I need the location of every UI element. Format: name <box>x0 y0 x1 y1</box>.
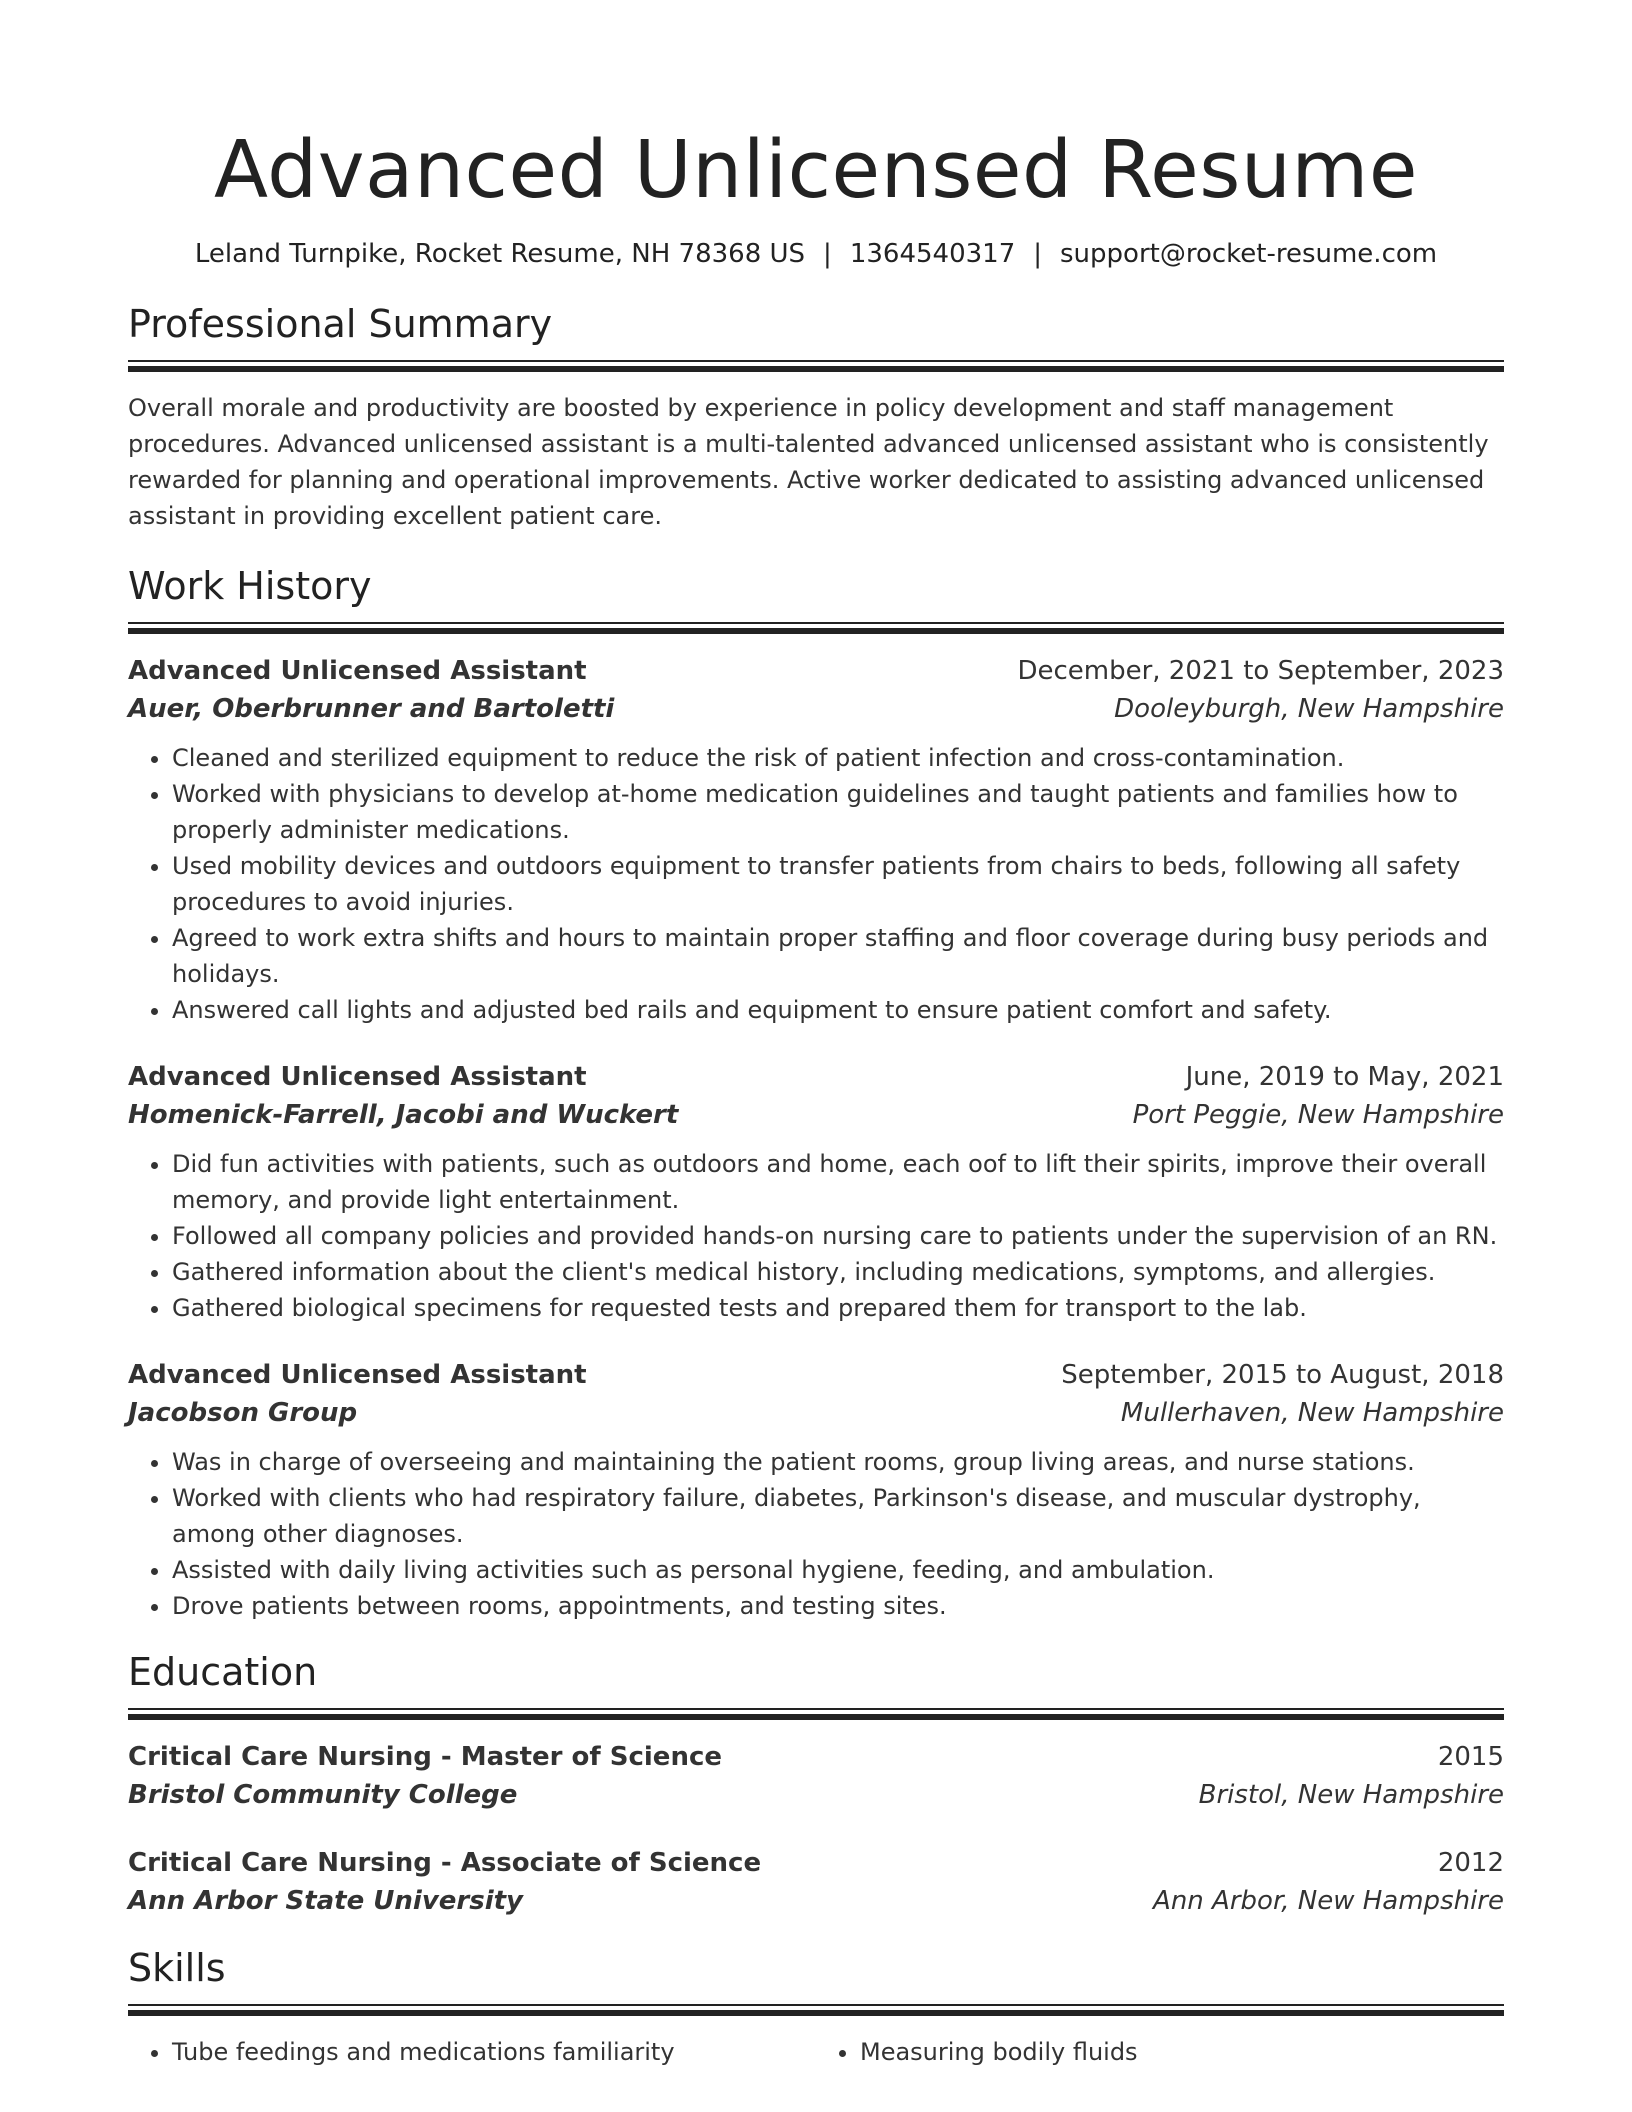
list-item: • Gathered information about the client's medical history, including medications, symptoms, and allergies. <box>172 1254 1504 1290</box>
list-item: • Assisted with daily living activities such as personal hygiene, feeding, and ambulation. <box>172 1552 1504 1588</box>
job-title: Advanced Unlicensed Assistant <box>128 656 587 686</box>
contact-separator: | <box>1033 239 1042 269</box>
list-item: • Gathered biological specimens for requested tests and prepared them for transport to the lab. <box>172 1290 1504 1326</box>
skills-heading: Skills <box>128 1946 226 1990</box>
job-dates: June, 2019 to May, 2021 <box>1185 1062 1504 1092</box>
contact-email: support@rocket-resume.com <box>1060 239 1438 269</box>
summary-heading: Professional Summary <box>128 302 553 346</box>
skill-item: • Tube feedings and medications familiarity <box>172 2034 816 2070</box>
skills-section <box>128 1944 1504 2070</box>
section-divider <box>128 1708 1504 1720</box>
section-divider <box>128 622 1504 634</box>
education-degree: Critical Care Nursing - Master of Science <box>128 1742 723 1772</box>
education-school: Ann Arbor State University <box>128 1886 524 1916</box>
job-bullets <box>128 1146 1504 1326</box>
education-location: Bristol, New Hampshire <box>1198 1780 1504 1810</box>
education-year: 2015 <box>1437 1742 1504 1772</box>
list-item: • Did fun activities with patients, such as outdoors and home, each oof to lift their spirits, improve their overall memory, and provide light entertainment. <box>172 1146 1504 1218</box>
job-company: Jacobson Group <box>128 1398 358 1428</box>
summary-text: Overall morale and productivity are boosted by experience in policy development and staff management procedures. Advanced unlicensed assistant is a multi-talented advanced unlicensed assistant who is consistently rewarded for planning and operational improvements. Active worker dedicated to assisting advanced unlicensed assistant in providing excellent patient care. <box>128 394 1489 530</box>
contact-address: Leland Turnpike, Rocket Resume, NH 78368 US <box>194 239 806 269</box>
education-entry <box>128 1738 1504 1814</box>
section-divider <box>128 360 1504 372</box>
job-entry <box>128 1356 1504 1624</box>
list-item: • Used mobility devices and outdoors equipment to transfer patients from chairs to beds, following all safety procedures to avoid injuries. <box>172 848 1504 920</box>
job-location: Port Peggie, New Hampshire <box>1132 1100 1504 1130</box>
job-bullets <box>128 1444 1504 1624</box>
resume-title: Advanced Unlicensed Resume <box>214 124 1418 216</box>
job-org-row <box>128 690 1504 728</box>
education-school-row <box>128 1882 1504 1920</box>
contact-phone: 1364540317 <box>849 239 1016 269</box>
job-title: Advanced Unlicensed Assistant <box>128 1062 587 1092</box>
list-item: • Answered call lights and adjusted bed rails and equipment to ensure patient comfort and safety. <box>172 992 1504 1028</box>
job-header-row <box>128 1058 1504 1096</box>
contact-separator: | <box>823 239 832 269</box>
list-item: • Was in charge of overseeing and maintaining the patient rooms, group living areas, and nurse stations. <box>172 1444 1504 1480</box>
education-entry <box>128 1844 1504 1920</box>
job-entry <box>128 652 1504 1028</box>
education-location: Ann Arbor, New Hampshire <box>1153 1886 1504 1916</box>
job-title: Advanced Unlicensed Assistant <box>128 1360 587 1390</box>
job-org-row <box>128 1394 1504 1432</box>
education-header-row <box>128 1844 1504 1882</box>
education-school-row <box>128 1776 1504 1814</box>
list-item: • Followed all company policies and provided hands-on nursing care to patients under the supervision of an RN. <box>172 1218 1504 1254</box>
skills-grid <box>128 2034 1504 2070</box>
skills-list-right <box>816 2034 1504 2070</box>
job-dates: December, 2021 to September, 2023 <box>1017 656 1504 686</box>
job-header-row <box>128 1356 1504 1394</box>
education-header-row <box>128 1738 1504 1776</box>
education-degree: Critical Care Nursing - Associate of Science <box>128 1848 762 1878</box>
education-section <box>128 1648 1504 1920</box>
job-entry <box>128 1058 1504 1326</box>
skills-list-left <box>128 2034 816 2070</box>
job-location: Dooleyburgh, New Hampshire <box>1114 694 1504 724</box>
list-item: • Cleaned and sterilized equipment to reduce the risk of patient infection and cross-contamination. <box>172 740 1504 776</box>
list-item: • Worked with clients who had respiratory failure, diabetes, Parkinson's disease, and muscular dystrophy, among other diagnoses. <box>172 1480 1504 1552</box>
list-item: • Drove patients between rooms, appointments, and testing sites. <box>172 1588 1504 1624</box>
job-location: Mullerhaven, New Hampshire <box>1120 1398 1504 1428</box>
job-header-row <box>128 652 1504 690</box>
job-bullets <box>128 740 1504 1028</box>
list-item: • Agreed to work extra shifts and hours to maintain proper staffing and floor coverage during busy periods and holidays. <box>172 920 1504 992</box>
list-item: • Worked with physicians to develop at-home medication guidelines and taught patients and families how to properly administer medications. <box>172 776 1504 848</box>
section-divider <box>128 2004 1504 2016</box>
work-section <box>128 562 1504 1624</box>
job-company: Auer, Oberbrunner and Bartoletti <box>128 694 615 724</box>
job-org-row <box>128 1096 1504 1134</box>
education-heading: Education <box>128 1650 318 1694</box>
job-company: Homenick-Farrell, Jacobi and Wuckert <box>128 1100 679 1130</box>
education-year: 2012 <box>1437 1848 1504 1878</box>
summary-section <box>128 300 1504 534</box>
contact-line <box>128 236 1504 272</box>
work-heading: Work History <box>128 564 372 608</box>
job-dates: September, 2015 to August, 2018 <box>1061 1360 1504 1390</box>
skill-item: • Measuring bodily fluids <box>860 2034 1504 2070</box>
education-school: Bristol Community College <box>128 1780 518 1810</box>
